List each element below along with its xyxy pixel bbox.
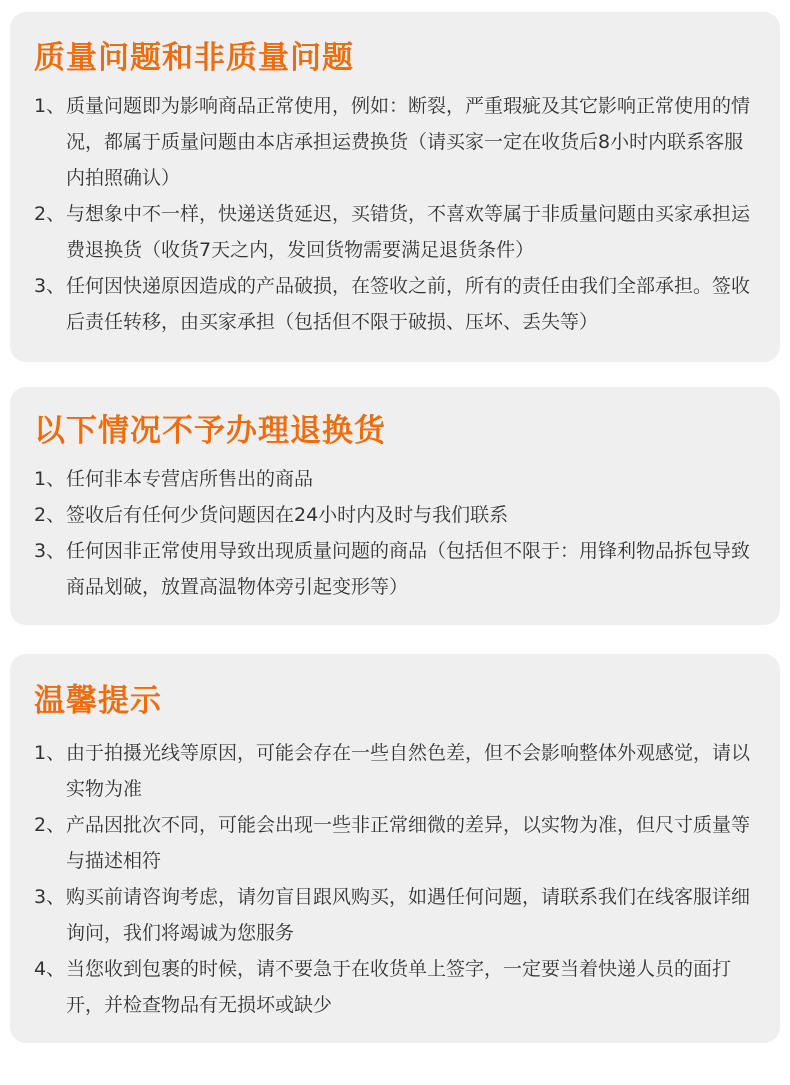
section-title: 以下情况不予办理退换货 <box>34 413 386 449</box>
list-item <box>34 533 758 605</box>
tips-list <box>34 735 758 1023</box>
item-text: 产品因批次不同，可能会出现一些非正常细微的差异，以实物为准，但尺寸质量等与描述相符 <box>66 814 751 872</box>
no-return-list <box>34 461 758 605</box>
item-number: 1、 <box>34 95 66 117</box>
item-text: 任何非本专营店所售出的商品 <box>66 468 314 490</box>
list-item <box>34 196 758 268</box>
item-number: 2、 <box>34 203 66 225</box>
list-item <box>34 807 758 879</box>
quality-issues-card <box>10 12 780 362</box>
list-item <box>34 497 758 533</box>
item-number: 2、 <box>34 504 66 526</box>
no-return-card <box>10 387 780 625</box>
item-text: 签收后有任何少货问题因在24小时内及时与我们联系 <box>66 504 509 526</box>
list-item <box>34 88 758 196</box>
quality-issues-list <box>34 88 758 340</box>
list-item <box>34 735 758 807</box>
item-number: 1、 <box>34 468 66 490</box>
tips-card <box>10 654 780 1043</box>
item-number: 1、 <box>34 742 66 764</box>
item-text: 质量问题即为影响商品正常使用，例如：断裂，严重瑕疵及其它影响正常使用的情况，都属于质量问题由本店承担运费换货（请买家一定在收货后8小时内联系客服内拍照确认） <box>66 95 751 189</box>
list-item <box>34 951 758 1023</box>
item-number: 2、 <box>34 814 66 836</box>
item-text: 当您收到包裹的时候，请不要急于在收货单上签字，一定要当着快递人员的面打开，并检查物品有无损坏或缺少 <box>66 958 732 1016</box>
item-number: 3、 <box>34 275 66 297</box>
section-title: 温馨提示 <box>34 683 162 719</box>
item-number: 3、 <box>34 540 66 562</box>
item-text: 任何因非正常使用导致出现质量问题的商品（包括但不限于：用锋利物品拆包导致商品划破，放置高温物体旁引起变形等） <box>66 540 751 598</box>
item-text: 与想象中不一样，快递送货延迟，买错货，不喜欢等属于非质量问题由买家承担运费退换货（收货7天之内，发回货物需要满足退货条件） <box>66 203 751 261</box>
item-text: 由于拍摄光线等原因，可能会存在一些自然色差，但不会影响整体外观感觉，请以实物为准 <box>66 742 751 800</box>
item-text: 购买前请咨询考虑，请勿盲目跟风购买，如遇任何问题，请联系我们在线客服详细询问，我们将竭诚为您服务 <box>66 886 751 944</box>
list-item <box>34 268 758 340</box>
item-number: 4、 <box>34 958 66 980</box>
item-text: 任何因快递原因造成的产品破损，在签收之前，所有的责任由我们全部承担。签收后责任转移，由买家承担（包括但不限于破损、压坏、丢失等） <box>66 275 751 333</box>
item-number: 3、 <box>34 886 66 908</box>
list-item <box>34 461 758 497</box>
list-item <box>34 879 758 951</box>
section-title: 质量问题和非质量问题 <box>34 40 354 76</box>
